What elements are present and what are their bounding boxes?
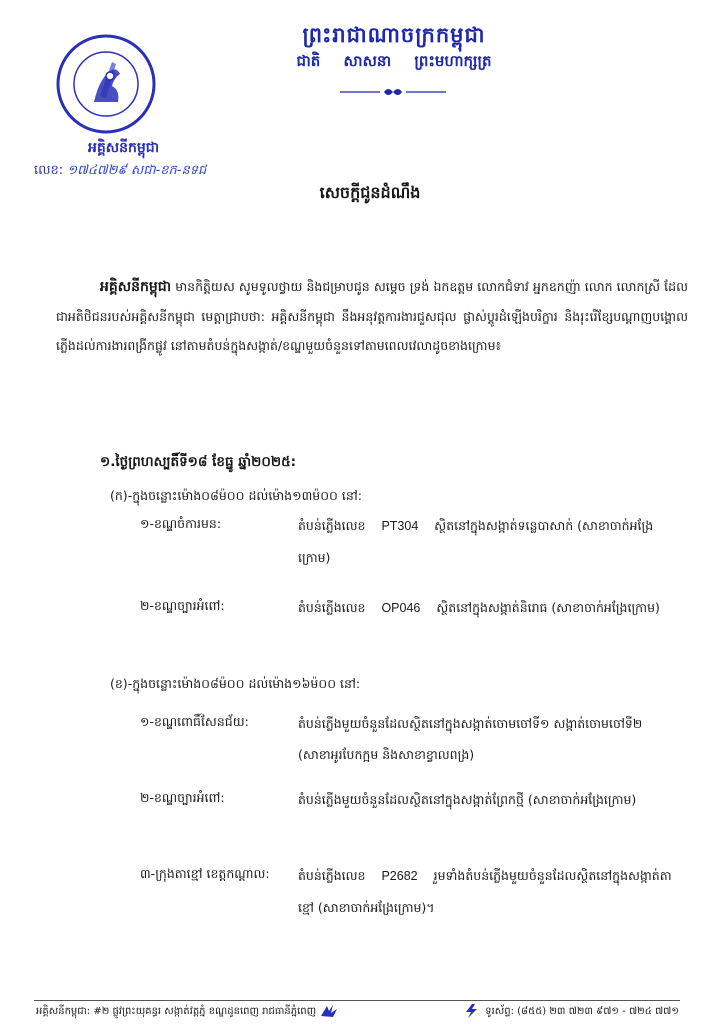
date-heading: ១.ថ្ងៃព្រហស្បតិ៍ទី១៨ ខែធ្នូ ឆ្នាំ២០២៥: — [100, 454, 297, 470]
company-logo — [54, 32, 158, 136]
footer-divider — [34, 1000, 680, 1001]
item-label: ២-ខណ្ឌច្បារអំពៅ: — [140, 598, 225, 613]
zone-code: P2682 — [381, 869, 418, 883]
zone-code: PT304 — [381, 519, 419, 533]
item-label: ៣-ក្រុងតាខ្មៅ ខេត្តកណ្តាល: — [140, 866, 270, 881]
item-pre: តំបន់ភ្លើងលេខ — [298, 868, 366, 883]
item-description — [298, 860, 678, 923]
footer-address — [36, 1004, 339, 1019]
item-pre: តំបន់ភ្លើងលេខ — [298, 518, 366, 533]
item-label: ២-ខណ្ឌច្បារអំពៅ: — [140, 790, 225, 805]
intro-lead: អគ្គិសនីកម្ពុជា — [100, 279, 172, 295]
address-text: អគ្គិសនីកម្ពុជា: #២ ផ្លូវព្រះយុគន្ធរ សង្កាត់វត្តភ្នំ ខណ្ឌដូនពេញ រាជធានីភ្នំពេញ — [36, 1006, 317, 1017]
document-title: សេចក្តីជូនដំណឹង — [319, 183, 421, 202]
item-description — [298, 592, 678, 624]
ornament-divider — [340, 86, 446, 98]
phone-text: ទូរស័ព្ទ: (៨៥៥) ២៣ ៧២៣ ៩៧១ - ៧២៤ ៧៧១ — [485, 1006, 679, 1017]
intro-paragraph — [56, 272, 688, 360]
reference-number — [34, 162, 206, 181]
section-heading: (ខ)-ក្នុងចន្លោះម៉ោង០៨ម៉០០ ដល់ម៉ោង១៦ម៉០០ នៅ: — [110, 676, 361, 691]
item-description — [298, 784, 678, 815]
item-pre: តំបន់ភ្លើងលេខ — [298, 600, 366, 615]
item-post: រួមទាំងតំបន់ភ្លើងមួយចំនួនដែលស្ថិតនៅក្នុងសង្កាត់តាខ្មៅ (សាខាចាក់អង្រែក្រោម)។ — [298, 868, 672, 915]
item-pre: តំបន់ភ្លើងមួយចំនួនដែលស្ថិតនៅក្នុងសង្កាត់ព្រែកថ្មី (សាខាចាក់អង្រែក្រោម) — [298, 792, 637, 807]
item-pre: តំបន់ភ្លើងមួយចំនួនដែលស្ថិតនៅក្នុងសង្កាត់ចោមចៅទី១ សង្កាត់ចោមចៅទី២ (សាខាអូរបែកក្អម និងសាខាខ្វាលពង្រ) — [298, 716, 643, 762]
zone-code: OP046 — [381, 601, 421, 615]
kingdom-heading: ព្រះរាជាណាចក្រកម្ពុជា — [302, 23, 486, 47]
item-description — [298, 510, 678, 573]
flame-icon — [319, 1004, 339, 1018]
reference-prefix: លេខ: — [34, 163, 64, 178]
item-post: ស្ថិតនៅក្នុងសង្កាត់ទន្លេបាសាក់ (សាខាចាក់អង្រែក្រោម) — [298, 518, 654, 565]
item-label: ១-ខណ្ឌចំការមន: — [140, 516, 222, 531]
section-heading: (ក)-ក្នុងចន្លោះម៉ោង០៨ម៉០០ ដល់ម៉ោង១៣ម៉០០ នៅ: — [110, 488, 362, 503]
lightning-icon — [462, 1004, 482, 1018]
item-post: ស្ថិតនៅក្នុងសង្កាត់និរោធ (សាខាចាក់អង្រែក្រោម) — [436, 600, 660, 615]
reference-value: ១៧៤៧២៩ សជា-ខក-នទជ — [67, 163, 207, 178]
item-description — [298, 708, 678, 770]
intro-text: មានកិត្តិយស សូមទូលថ្វាយ និងជម្រាបជូន សម្តេច ទ្រង់ ឯកឧត្តម លោកជំទាវ អ្នកឧកញ៉ា លោក លោកស្រី ដែលជាអតិថិជនរបស់អគ្គិសនីកម្ពុជា មេត្តាជ្រាបថា: អគ្គិសនីកម្ពុជា នឹងអនុវត្តការងារជួសជុល ផ្លាស់ប្តូរដំឡើងបរិក្ខារ និងរុះរើខ្សែបណ្តាញបង្គោលភ្លើងដល់ការងារពង្រីកផ្លូវ នៅតាមតំបន់ក្នុងសង្កាត់/ខណ្ឌមួយចំនួនទៅតាមពេលវេលាដូចខាងក្រោម៖ — [56, 279, 688, 353]
national-motto: ជាតិ សាសនា ព្រះមហាក្សត្រ — [296, 52, 492, 70]
footer-phone — [462, 1004, 679, 1019]
organization-name: អគ្គិសនីកម្ពុជា — [88, 140, 160, 156]
item-label: ១-ខណ្ឌពោធិ៍សែនជ័យ: — [140, 714, 249, 729]
